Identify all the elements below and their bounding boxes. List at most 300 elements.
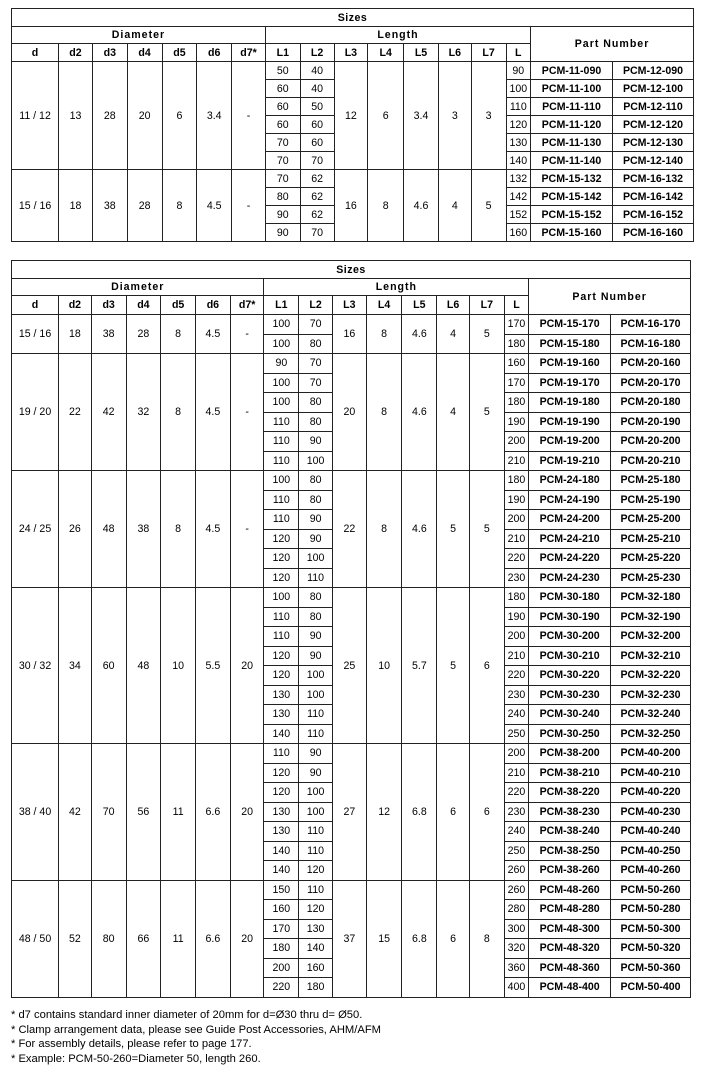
cell-part-number-b: PCM-40-230 xyxy=(611,802,691,822)
col-header-l4: L4 xyxy=(366,296,402,315)
cell-l4: 8 xyxy=(366,315,402,354)
cell-l2: 70 xyxy=(299,315,333,335)
cell-d2: 34 xyxy=(59,588,92,744)
col-header-l3: L3 xyxy=(334,44,368,62)
col-header-d6: d6 xyxy=(196,296,231,315)
cell-part-number-b: PCM-40-250 xyxy=(611,841,691,861)
cell-part-number-b: PCM-12-140 xyxy=(612,152,693,170)
cell-l1: 110 xyxy=(264,490,299,510)
cell-part-number-b: PCM-12-110 xyxy=(612,98,693,116)
cell-l6: 5 xyxy=(437,588,470,744)
footnote-assembly: * For assembly details, please refer to page 177. xyxy=(11,1038,252,1050)
cell-l4: 12 xyxy=(366,744,402,881)
cell-part-number-a: PCM-48-280 xyxy=(529,900,611,920)
cell-l: 250 xyxy=(504,724,529,744)
col-header-d: d xyxy=(12,296,59,315)
cell-l2: 110 xyxy=(299,841,333,861)
cell-l: 200 xyxy=(504,744,529,764)
cell-l: 200 xyxy=(504,432,529,452)
cell-l4: 8 xyxy=(366,471,402,588)
cell-part-number-a: PCM-11-120 xyxy=(531,116,613,134)
cell-l: 400 xyxy=(504,978,529,998)
col-header-d7-star: d7* xyxy=(232,44,266,62)
cell-l6: 3 xyxy=(438,62,471,170)
cell-l2: 70 xyxy=(300,152,334,170)
cell-l: 180 xyxy=(504,393,529,413)
cell-l2: 40 xyxy=(300,62,334,80)
cell-part-number-a: PCM-19-200 xyxy=(529,432,611,452)
cell-l6: 6 xyxy=(437,880,470,997)
cell-l: 220 xyxy=(504,549,529,569)
cell-l5: 4.6 xyxy=(402,354,437,471)
col-header-d7-star: d7* xyxy=(230,296,264,315)
cell-d3: 80 xyxy=(91,880,126,997)
cell-l3: 16 xyxy=(334,170,368,242)
cell-d6: 4.5 xyxy=(196,354,231,471)
cell-part-number-b: PCM-16-170 xyxy=(611,315,691,335)
cell-part-number-b: PCM-20-160 xyxy=(611,354,691,374)
cell-d2: 42 xyxy=(59,744,92,881)
cell-part-number-a: PCM-24-190 xyxy=(529,490,611,510)
cell-l7: 6 xyxy=(469,744,504,881)
footnotes xyxy=(11,1008,381,1066)
cell-l: 110 xyxy=(506,98,531,116)
cell-l: 132 xyxy=(506,170,531,188)
footnote-example: * Example: PCM-50-260=Diameter 50, length 260. xyxy=(11,1052,261,1065)
col-header-l6: L6 xyxy=(437,296,470,315)
cell-l1: 100 xyxy=(264,588,299,608)
cell-part-number-b: PCM-40-220 xyxy=(611,783,691,803)
cell-l2: 110 xyxy=(299,705,333,725)
cell-part-number-b: PCM-32-240 xyxy=(611,705,691,725)
cell-d5: 8 xyxy=(161,471,196,588)
cell-l2: 70 xyxy=(299,354,333,374)
cell-l5: 6.8 xyxy=(402,880,437,997)
cell-l6: 4 xyxy=(437,354,470,471)
cell-l1: 100 xyxy=(264,334,299,354)
cell-l2: 80 xyxy=(299,490,333,510)
cell-l3: 22 xyxy=(332,471,366,588)
cell-part-number-a: PCM-24-220 xyxy=(529,549,611,569)
cell-l: 210 xyxy=(504,646,529,666)
col-header-l2: L2 xyxy=(299,296,333,315)
cell-d4: 20 xyxy=(127,62,162,170)
cell-l5: 4.6 xyxy=(402,471,437,588)
cell-part-number-b: PCM-25-180 xyxy=(611,471,691,491)
cell-part-number-a: PCM-19-170 xyxy=(529,373,611,393)
col-header-l3: L3 xyxy=(332,296,366,315)
cell-d3: 28 xyxy=(92,62,127,170)
diameter-header: Diameter xyxy=(12,27,266,44)
cell-l2: 62 xyxy=(300,170,334,188)
cell-l1: 120 xyxy=(264,549,299,569)
cell-l6: 6 xyxy=(437,744,470,881)
cell-l1: 60 xyxy=(265,98,300,116)
cell-l2: 90 xyxy=(299,763,333,783)
cell-part-number-a: PCM-19-190 xyxy=(529,412,611,432)
cell-d: 48 / 50 xyxy=(12,880,59,997)
cell-d5: 8 xyxy=(161,354,196,471)
cell-l1: 100 xyxy=(264,315,299,335)
cell-part-number-b: PCM-12-090 xyxy=(612,62,693,80)
cell-l1: 110 xyxy=(264,744,299,764)
cell-part-number-a: PCM-11-110 xyxy=(531,98,613,116)
cell-part-number-b: PCM-25-190 xyxy=(611,490,691,510)
table-row xyxy=(12,471,691,491)
cell-d3: 42 xyxy=(91,354,126,471)
cell-part-number-a: PCM-38-200 xyxy=(529,744,611,764)
cell-part-number-b: PCM-20-180 xyxy=(611,393,691,413)
cell-part-number-a: PCM-48-260 xyxy=(529,880,611,900)
cell-l2: 80 xyxy=(299,334,333,354)
cell-part-number-a: PCM-38-240 xyxy=(529,822,611,842)
cell-part-number-a: PCM-11-140 xyxy=(531,152,613,170)
cell-l2: 90 xyxy=(299,510,333,530)
cell-l5: 3.4 xyxy=(404,62,439,170)
part-number-header: Part Number xyxy=(529,279,691,315)
cell-l: 180 xyxy=(504,588,529,608)
cell-l1: 60 xyxy=(265,80,300,98)
cell-d3: 60 xyxy=(91,588,126,744)
sizes-header: Sizes xyxy=(12,9,694,27)
cell-l2: 100 xyxy=(299,783,333,803)
cell-part-number-a: PCM-11-100 xyxy=(531,80,613,98)
cell-part-number-a: PCM-15-142 xyxy=(531,188,613,206)
col-header-l5: L5 xyxy=(404,44,439,62)
cell-d: 11 / 12 xyxy=(12,62,59,170)
cell-part-number-b: PCM-32-220 xyxy=(611,666,691,686)
cell-part-number-b: PCM-32-180 xyxy=(611,588,691,608)
cell-part-number-a: PCM-48-320 xyxy=(529,939,611,959)
cell-part-number-a: PCM-48-300 xyxy=(529,919,611,939)
cell-l: 260 xyxy=(504,880,529,900)
cell-part-number-a: PCM-15-160 xyxy=(531,224,613,242)
cell-l2: 110 xyxy=(299,880,333,900)
cell-part-number-a: PCM-30-220 xyxy=(529,666,611,686)
cell-d5: 10 xyxy=(161,588,196,744)
cell-l1: 130 xyxy=(264,822,299,842)
cell-l: 240 xyxy=(504,822,529,842)
cell-part-number-b: PCM-20-190 xyxy=(611,412,691,432)
cell-part-number-a: PCM-30-240 xyxy=(529,705,611,725)
cell-part-number-b: PCM-16-142 xyxy=(612,188,693,206)
cell-l1: 110 xyxy=(264,607,299,627)
cell-d7: 20 xyxy=(230,880,264,997)
col-header-l7: L7 xyxy=(471,44,506,62)
cell-d: 38 / 40 xyxy=(12,744,59,881)
col-header-l1: L1 xyxy=(264,296,299,315)
cell-l2: 60 xyxy=(300,134,334,152)
cell-l: 220 xyxy=(504,666,529,686)
cell-l2: 100 xyxy=(299,666,333,686)
cell-part-number-b: PCM-20-210 xyxy=(611,451,691,471)
cell-l7: 3 xyxy=(471,62,506,170)
length-header: Length xyxy=(265,27,530,44)
cell-part-number-b: PCM-32-250 xyxy=(611,724,691,744)
cell-part-number-a: PCM-30-200 xyxy=(529,627,611,647)
cell-l2: 40 xyxy=(300,80,334,98)
cell-part-number-b: PCM-16-180 xyxy=(611,334,691,354)
col-header-d4: d4 xyxy=(126,296,161,315)
col-header-l6: L6 xyxy=(438,44,471,62)
cell-l4: 8 xyxy=(366,354,402,471)
cell-part-number-a: PCM-11-130 xyxy=(531,134,613,152)
cell-l3: 20 xyxy=(332,354,366,471)
col-header-d2: d2 xyxy=(59,296,92,315)
cell-l2: 130 xyxy=(299,919,333,939)
cell-d5: 11 xyxy=(161,744,196,881)
cell-part-number-a: PCM-24-210 xyxy=(529,529,611,549)
cell-part-number-a: PCM-19-210 xyxy=(529,451,611,471)
cell-l1: 100 xyxy=(264,393,299,413)
col-header-d3: d3 xyxy=(92,44,127,62)
cell-part-number-b: PCM-32-210 xyxy=(611,646,691,666)
cell-l2: 80 xyxy=(299,471,333,491)
table-row xyxy=(12,588,691,608)
cell-l2: 90 xyxy=(299,529,333,549)
cell-l: 300 xyxy=(504,919,529,939)
cell-part-number-b: PCM-32-190 xyxy=(611,607,691,627)
cell-l: 170 xyxy=(504,315,529,335)
cell-l2: 90 xyxy=(299,646,333,666)
sizes-table-1 xyxy=(11,8,694,242)
cell-l1: 110 xyxy=(264,432,299,452)
table-row xyxy=(12,880,691,900)
cell-part-number-b: PCM-50-400 xyxy=(611,978,691,998)
cell-d4: 28 xyxy=(126,315,161,354)
cell-part-number-b: PCM-32-230 xyxy=(611,685,691,705)
cell-l: 320 xyxy=(504,939,529,959)
sizes-header: Sizes xyxy=(12,261,691,279)
cell-part-number-a: PCM-38-230 xyxy=(529,802,611,822)
cell-part-number-a: PCM-38-220 xyxy=(529,783,611,803)
cell-part-number-a: PCM-30-180 xyxy=(529,588,611,608)
cell-l3: 27 xyxy=(332,744,366,881)
col-header-l1: L1 xyxy=(265,44,300,62)
cell-l2: 110 xyxy=(299,568,333,588)
cell-part-number-b: PCM-25-230 xyxy=(611,568,691,588)
cell-l3: 37 xyxy=(332,880,366,997)
cell-part-number-b: PCM-12-100 xyxy=(612,80,693,98)
cell-l1: 140 xyxy=(264,861,299,881)
cell-l2: 80 xyxy=(299,412,333,432)
cell-l: 220 xyxy=(504,783,529,803)
cell-l2: 90 xyxy=(299,432,333,452)
cell-d6: 5.5 xyxy=(196,588,231,744)
cell-l: 190 xyxy=(504,607,529,627)
cell-d6: 3.4 xyxy=(197,62,232,170)
cell-d3: 38 xyxy=(92,170,127,242)
cell-l: 190 xyxy=(504,412,529,432)
cell-d4: 28 xyxy=(127,170,162,242)
cell-l2: 70 xyxy=(300,224,334,242)
cell-l: 230 xyxy=(504,685,529,705)
cell-l1: 120 xyxy=(264,646,299,666)
cell-d7: 20 xyxy=(230,744,264,881)
cell-l: 260 xyxy=(504,861,529,881)
cell-part-number-a: PCM-30-230 xyxy=(529,685,611,705)
cell-l: 130 xyxy=(506,134,531,152)
cell-part-number-a: PCM-15-152 xyxy=(531,206,613,224)
cell-part-number-a: PCM-48-400 xyxy=(529,978,611,998)
cell-d5: 8 xyxy=(161,315,196,354)
cell-part-number-b: PCM-20-170 xyxy=(611,373,691,393)
cell-l1: 140 xyxy=(264,724,299,744)
cell-l7: 5 xyxy=(469,315,504,354)
cell-l2: 60 xyxy=(300,116,334,134)
cell-l1: 50 xyxy=(265,62,300,80)
cell-l2: 110 xyxy=(299,822,333,842)
cell-l2: 120 xyxy=(299,861,333,881)
cell-l1: 70 xyxy=(265,170,300,188)
cell-part-number-b: PCM-12-130 xyxy=(612,134,693,152)
cell-l2: 100 xyxy=(299,451,333,471)
cell-part-number-b: PCM-40-260 xyxy=(611,861,691,881)
cell-d7: - xyxy=(230,315,264,354)
cell-l: 190 xyxy=(504,490,529,510)
cell-l5: 4.6 xyxy=(404,170,439,242)
col-header-l7: L7 xyxy=(469,296,504,315)
cell-d6: 6.6 xyxy=(196,744,231,881)
footnote-clamp: * Clamp arrangement data, please see Guide Post Accessories, AHM/AFM xyxy=(11,1023,381,1036)
cell-l2: 80 xyxy=(299,588,333,608)
cell-d: 15 / 16 xyxy=(12,315,59,354)
cell-d6: 4.5 xyxy=(196,471,231,588)
cell-part-number-b: PCM-50-320 xyxy=(611,939,691,959)
col-header-d6: d6 xyxy=(197,44,232,62)
table-row xyxy=(12,744,691,764)
col-header-d5: d5 xyxy=(161,296,196,315)
cell-part-number-b: PCM-20-200 xyxy=(611,432,691,452)
cell-l1: 110 xyxy=(264,412,299,432)
cell-part-number-a: PCM-30-210 xyxy=(529,646,611,666)
cell-part-number-b: PCM-25-210 xyxy=(611,529,691,549)
cell-l2: 100 xyxy=(299,549,333,569)
cell-l4: 15 xyxy=(366,880,402,997)
cell-d4: 38 xyxy=(126,471,161,588)
cell-part-number-a: PCM-38-250 xyxy=(529,841,611,861)
cell-d5: 6 xyxy=(162,62,197,170)
cell-d: 30 / 32 xyxy=(12,588,59,744)
col-header-d5: d5 xyxy=(162,44,197,62)
cell-l: 250 xyxy=(504,841,529,861)
col-header-l: L xyxy=(506,44,531,62)
cell-l7: 5 xyxy=(471,170,506,242)
table-row xyxy=(12,315,691,335)
cell-part-number-b: PCM-12-120 xyxy=(612,116,693,134)
cell-l1: 150 xyxy=(264,880,299,900)
cell-l: 160 xyxy=(504,354,529,374)
diameter-header: Diameter xyxy=(12,279,264,296)
footnote-d7: * d7 contains standard inner diameter of 20mm for d=Ø30 thru d= Ø50. xyxy=(11,1009,363,1021)
cell-l1: 120 xyxy=(264,666,299,686)
cell-d7: - xyxy=(230,354,264,471)
cell-l7: 8 xyxy=(469,880,504,997)
cell-l1: 110 xyxy=(264,451,299,471)
cell-part-number-b: PCM-50-300 xyxy=(611,919,691,939)
cell-d5: 11 xyxy=(161,880,196,997)
cell-l6: 5 xyxy=(437,471,470,588)
cell-d2: 22 xyxy=(59,354,92,471)
cell-part-number-a: PCM-11-090 xyxy=(531,62,613,80)
cell-d3: 38 xyxy=(91,315,126,354)
cell-l: 160 xyxy=(506,224,531,242)
cell-part-number-b: PCM-32-200 xyxy=(611,627,691,647)
cell-l1: 110 xyxy=(264,627,299,647)
cell-d3: 70 xyxy=(91,744,126,881)
cell-l3: 16 xyxy=(332,315,366,354)
col-header-l5: L5 xyxy=(402,296,437,315)
cell-l1: 120 xyxy=(264,529,299,549)
cell-l2: 50 xyxy=(300,98,334,116)
cell-part-number-a: PCM-15-132 xyxy=(531,170,613,188)
cell-part-number-a: PCM-19-160 xyxy=(529,354,611,374)
cell-l2: 80 xyxy=(299,393,333,413)
cell-part-number-a: PCM-38-260 xyxy=(529,861,611,881)
cell-l1: 90 xyxy=(264,354,299,374)
cell-d4: 56 xyxy=(126,744,161,881)
cell-l1: 80 xyxy=(265,188,300,206)
cell-l: 360 xyxy=(504,958,529,978)
cell-l: 210 xyxy=(504,763,529,783)
cell-part-number-b: PCM-25-220 xyxy=(611,549,691,569)
cell-l5: 6.8 xyxy=(402,744,437,881)
cell-part-number-b: PCM-40-200 xyxy=(611,744,691,764)
part-number-header: Part Number xyxy=(531,27,694,62)
cell-l1: 120 xyxy=(264,783,299,803)
cell-d: 24 / 25 xyxy=(12,471,59,588)
cell-l: 170 xyxy=(504,373,529,393)
cell-l2: 100 xyxy=(299,802,333,822)
cell-d7: - xyxy=(232,170,266,242)
cell-l4: 10 xyxy=(366,588,402,744)
cell-d4: 66 xyxy=(126,880,161,997)
cell-l1: 70 xyxy=(265,152,300,170)
cell-l1: 120 xyxy=(264,763,299,783)
cell-l1: 200 xyxy=(264,958,299,978)
cell-l3: 12 xyxy=(334,62,368,170)
col-header-l: L xyxy=(504,296,529,315)
cell-part-number-b: PCM-50-260 xyxy=(611,880,691,900)
cell-l2: 62 xyxy=(300,206,334,224)
col-header-d3: d3 xyxy=(91,296,126,315)
cell-l: 180 xyxy=(504,471,529,491)
cell-l2: 160 xyxy=(299,958,333,978)
cell-d7: 20 xyxy=(230,588,264,744)
cell-l2: 62 xyxy=(300,188,334,206)
cell-part-number-a: PCM-48-360 xyxy=(529,958,611,978)
cell-d: 15 / 16 xyxy=(12,170,59,242)
cell-l1: 60 xyxy=(265,116,300,134)
cell-part-number-a: PCM-24-200 xyxy=(529,510,611,530)
cell-part-number-a: PCM-19-180 xyxy=(529,393,611,413)
col-header-d4: d4 xyxy=(127,44,162,62)
cell-part-number-b: PCM-40-210 xyxy=(611,763,691,783)
cell-d7: - xyxy=(230,471,264,588)
cell-l: 142 xyxy=(506,188,531,206)
cell-part-number-b: PCM-50-280 xyxy=(611,900,691,920)
cell-l1: 100 xyxy=(264,373,299,393)
cell-part-number-b: PCM-16-160 xyxy=(612,224,693,242)
cell-l6: 4 xyxy=(438,170,471,242)
cell-d6: 4.5 xyxy=(196,315,231,354)
cell-d2: 18 xyxy=(59,315,92,354)
cell-l: 210 xyxy=(504,529,529,549)
cell-l1: 130 xyxy=(264,685,299,705)
cell-l5: 5.7 xyxy=(402,588,437,744)
cell-part-number-a: PCM-15-170 xyxy=(529,315,611,335)
table-row xyxy=(12,62,694,80)
